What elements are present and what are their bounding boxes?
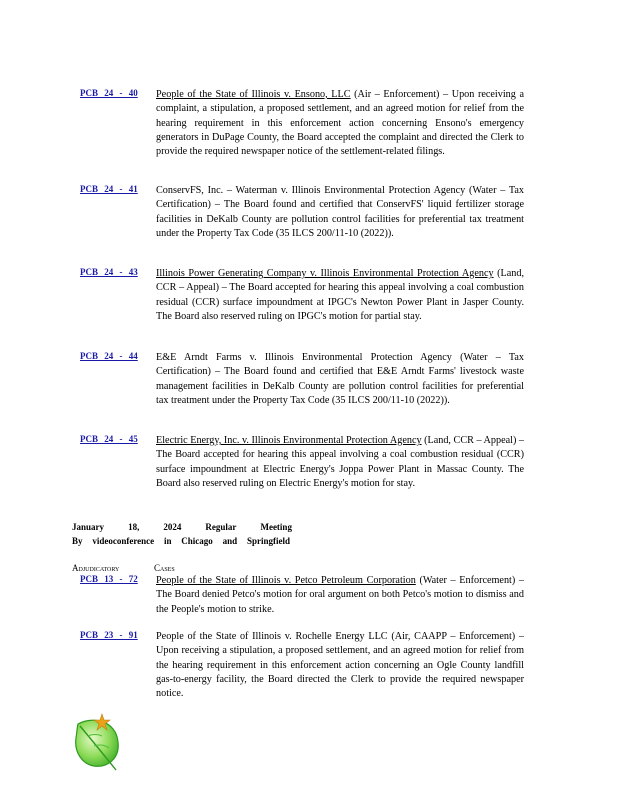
leaf-logo-icon <box>72 712 124 772</box>
meeting-date-word: 2024 <box>163 522 182 532</box>
case-number-link[interactable]: PCB 24 - 45 <box>80 434 138 444</box>
case-text: (Land, CCR – Appeal) – The Board accepted for hearing this appeal involving a coal combustion residual (CCR) surface impoundment at Electric Energy's Joppa Power Plant in Massac County. The Board also reserved ruling on Electric Energy's motion for stay. <box>156 435 524 489</box>
case-number-link[interactable]: PCB 23 - 91 <box>80 630 138 640</box>
case-number-link[interactable]: PCB 13 - 72 <box>80 574 138 584</box>
meeting-date-word: 18, <box>128 522 140 532</box>
section-heading-left: Adjudicatory <box>72 563 120 573</box>
case-summary <box>156 88 524 159</box>
case-text: E&E Arndt Farms v. Illinois Environmental Protection Agency (Water – Tax Certification) – The Board found and certified that E&E Arndt Farms' livestock waste management facilities in DeKalb County are pollution control facilities for preferential tax treatment under the Property Tax Code (35 ILCS 200/11-10 (2022)). <box>156 352 524 406</box>
case-title: People of the State of Illinois v. Petco Petroleum Corporation <box>156 575 416 586</box>
case-summary <box>156 434 524 491</box>
case-summary <box>156 351 524 408</box>
case-number-link[interactable]: PCB 24 - 41 <box>80 184 138 194</box>
meeting-date <box>72 520 292 534</box>
section-heading <box>72 563 175 573</box>
case-text: People of the State of Illinois v. Rochelle Energy LLC (Air, CAAPP – Enforcement) – Upon receiving a stipulation, a proposed settlement, and an agreed motion for relief from the hearing requirement in this enforcement action concerning an Ogle County landfill gas-to-energy facility, the Board directed the Clerk to provide the required newspaper notice. <box>156 631 524 700</box>
case-title: Illinois Power Generating Company v. Illinois Environmental Protection Agency <box>156 268 494 279</box>
case-text: (Water – Enforcement) – The Board denied Petco's motion for oral argument on both Petco's motion to dismiss and the People's motion to strike. <box>156 575 524 615</box>
meeting-date-word: Regular <box>205 522 237 532</box>
case-text: (Air – Enforcement) – Upon receiving a complaint, a stipulation, a proposed settlement, and an agreed motion for relief from the hearing requirement in this enforcement action concerning Ensono's emergency generators in DuPage County, the Board accepted the complaint and directed the Clerk to provide the required newspaper notice of the settlement-related filings. <box>156 89 524 158</box>
meeting-location-word: By <box>72 536 83 546</box>
section-heading-right: Cases <box>154 563 175 573</box>
meeting-heading <box>72 520 332 548</box>
case-number-link[interactable]: PCB 24 - 43 <box>80 267 138 277</box>
meeting-location-word: Chicago <box>181 536 213 546</box>
case-summary <box>156 184 524 241</box>
leaf-logo-svg <box>72 712 124 772</box>
case-title: People of the State of Illinois v. Ensono, LLC <box>156 89 351 100</box>
meeting-location-word: Springfield <box>246 536 290 546</box>
case-summary <box>156 630 524 701</box>
meeting-location-word: in <box>163 536 172 546</box>
meeting-date-word: Meeting <box>260 522 292 532</box>
case-summary <box>156 574 524 617</box>
case-text: (Land, CCR – Appeal) – The Board accepted for hearing this appeal involving a coal combustion residual (CCR) surface impoundment at IPGC's Newton Power Plant in Jasper County. The Board also reserved ruling on IPGC's motion for partial stay. <box>156 268 525 322</box>
case-text: ConservFS, Inc. – Waterman v. Illinois Environmental Protection Agency (Water – Tax Certification) – The Board found and certified that ConservFS' liquid fertilizer storage facilities in DeKalb County are pollution control facilities for preferential tax treatment under the Property Tax Code (35 ILCS 200/11-10 (2022)). <box>156 185 524 239</box>
case-number-link[interactable]: PCB 24 - 40 <box>80 88 138 98</box>
meeting-location-word: and <box>222 536 238 546</box>
meeting-date-word: January <box>72 522 105 532</box>
case-summary <box>156 267 524 324</box>
meeting-location-word: videoconference <box>92 536 155 546</box>
meeting-location <box>72 534 290 548</box>
case-number-link[interactable]: PCB 24 - 44 <box>80 351 138 361</box>
case-title: Electric Energy, Inc. v. Illinois Environmental Protection Agency <box>156 435 422 446</box>
